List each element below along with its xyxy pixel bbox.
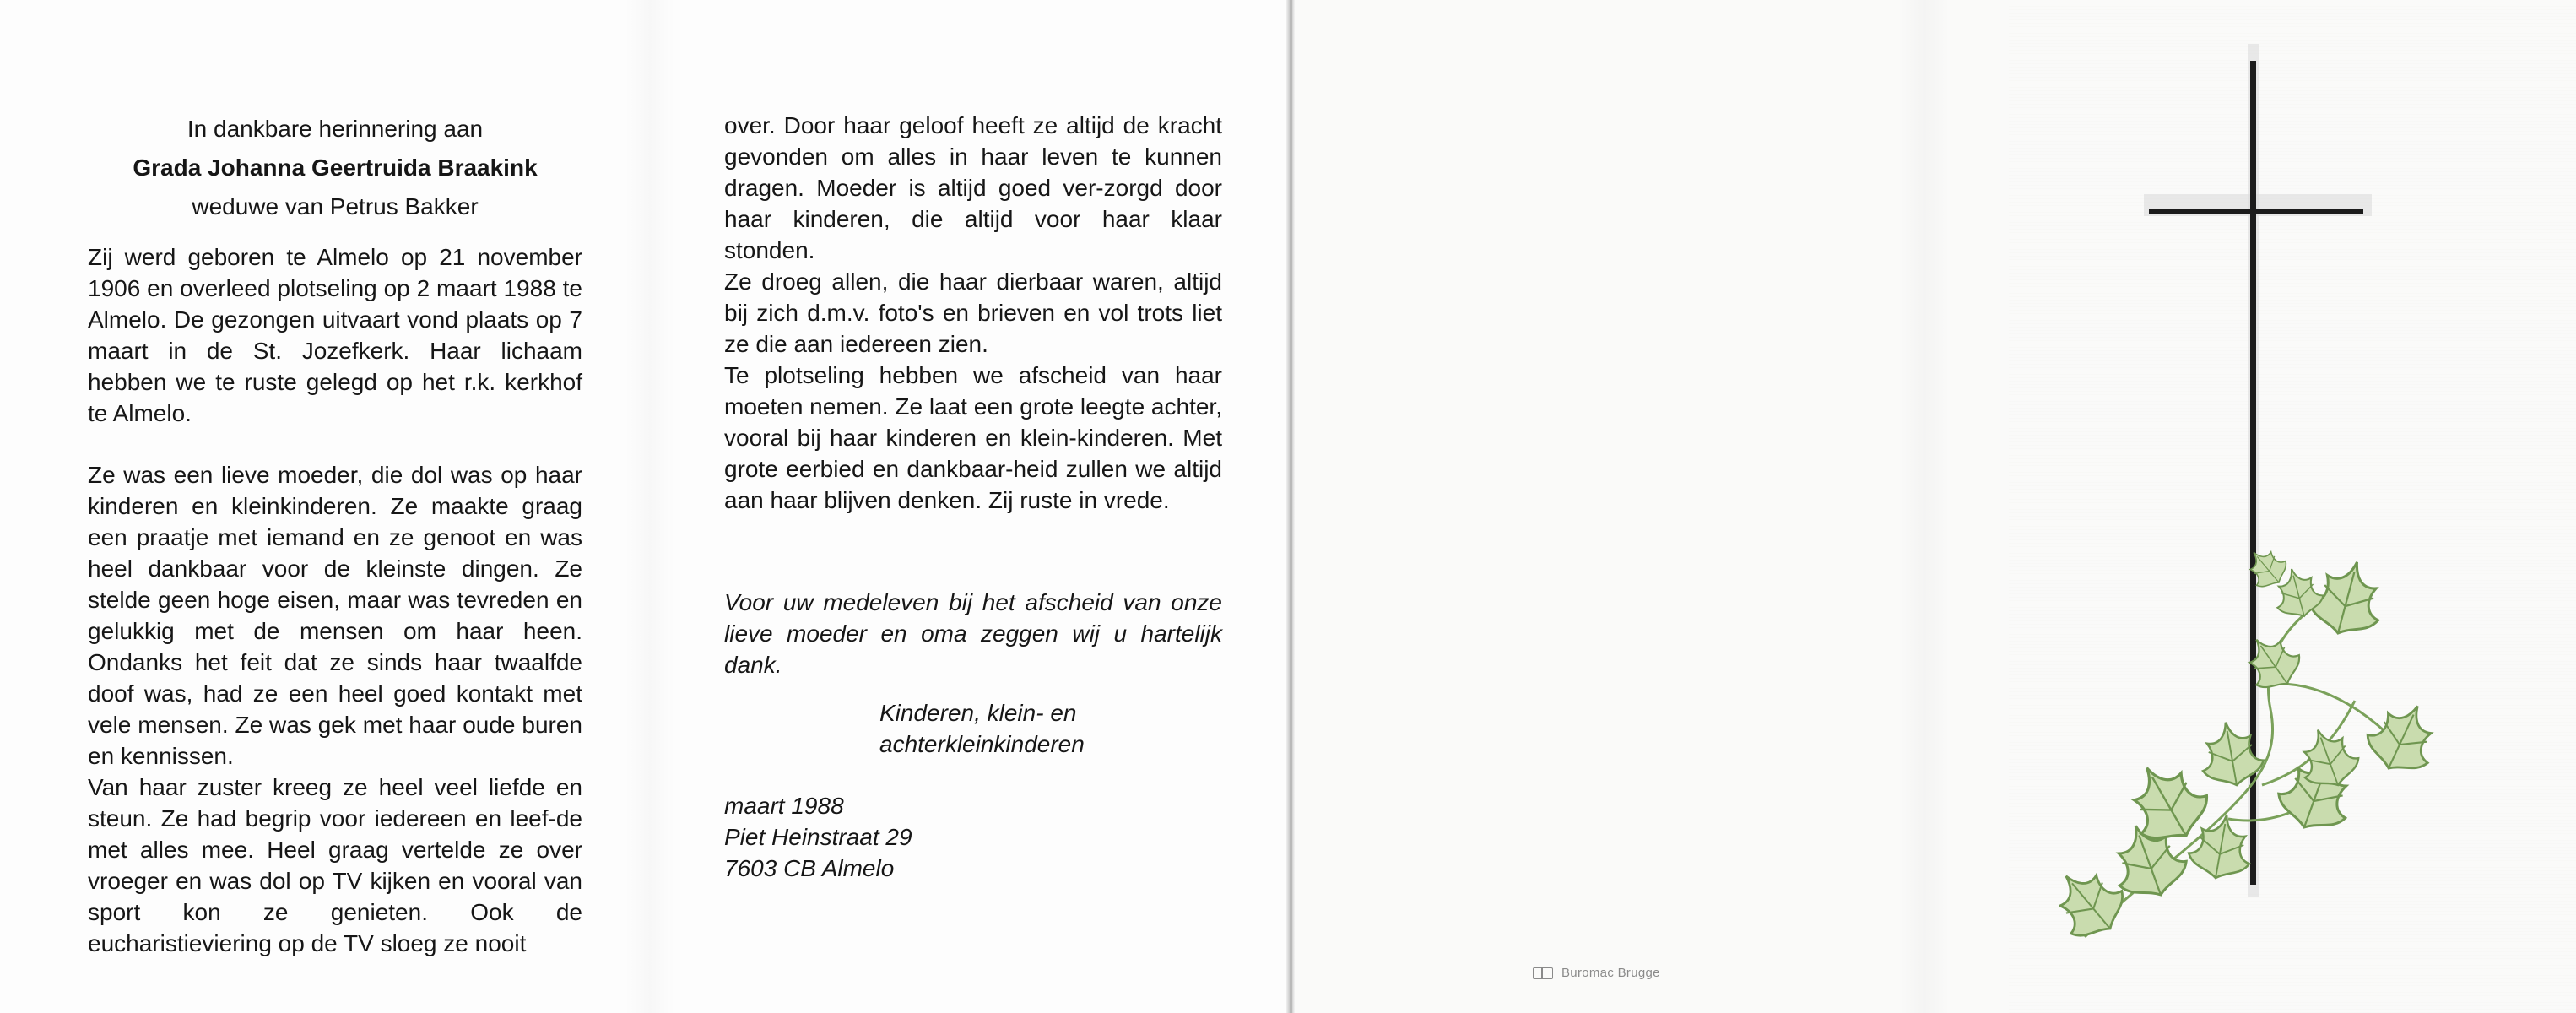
outer-fold (1899, 0, 1950, 1013)
cross-horizontal-beam (2149, 209, 2363, 214)
printer-name: Buromac Brugge (1561, 966, 1660, 980)
memorial-text-column-2 (724, 110, 1222, 884)
thanks-message: Voor uw medeleven bij het afscheid van onze lieve moeder en oma zeggen wij u hartelijk dank. (724, 589, 1222, 678)
page-gutter (1286, 0, 1295, 1013)
farewell-paragraph: Te plotseling hebben we afscheid van haar moeten nemen. Ze laat een grote leegte achter, vooral bij haar kinderen en klein-kinderen. Met grote eerbied en dankbaar-heid zullen we altijd aan haar blijven denken. Zij ruste in vrede. (724, 362, 1222, 513)
biography-paragraph: Zij werd geboren te Almelo op 21 november 1906 en overleed plotseling op 2 maart 1988 te Almelo. De gezongen uitvaart vond plaats op 7 maart in de St. Jozefkerk. Haar lichaam hebben we te ruste gelegd op het r.k. kerkhof te Almelo. (88, 244, 582, 426)
ivy-leaf (2358, 692, 2447, 783)
closing-date: maart 1988 (724, 793, 844, 819)
ivy-leaf (2235, 625, 2308, 699)
photos-paragraph: Ze droeg allen, die haar dierbaar waren, altijd bij zich d.m.v. foto's en brieven en vol trots liet ze die aan iedereen zien. (724, 268, 1222, 357)
character-paragraph: Ze was een lieve moeder, die dol was op haar kinderen en kleinkinderen. Ze maakte graag een praatje met iemand en ze genoot en was heel dankbaar voor de kleinste dingen. Ze stelde geen hoge eisen, maar was tevreden en gelukkig met de mensen om haar heen. Ondanks het feit dat ze sinds haar twaalfde doof was, had ze een heel goed kontakt met vele mensen. Ze was gek met haar oude buren en kennissen. (88, 462, 582, 769)
signature-line-1: Kinderen, klein- en (879, 700, 1077, 726)
inner-fold (625, 0, 675, 1013)
intro-heading: In dankbare herinnering aan (187, 116, 484, 142)
deceased-name: Grada Johanna Geertruida Braakink (133, 154, 538, 181)
address-street: Piet Heinstraat 29 (724, 824, 912, 850)
faith-paragraph: over. Door haar geloof heeft ze altijd de kracht gevonden om alles in haar leven te kunnen dragen. Moeder is altijd goed ver-zorgd door haar kinderen, die altijd voor haar klaar stonden. (724, 112, 1222, 263)
address-city: 7603 CB Almelo (724, 855, 895, 881)
memorial-text-column-1 (88, 110, 582, 959)
intro-subheading: weduwe van Petrus Bakker (192, 193, 479, 219)
signature-line-2: achterkleinkinderen (879, 731, 1085, 757)
printer-logo-icon (1533, 967, 1553, 979)
cross-with-ivy-icon (2059, 42, 2465, 988)
family-paragraph: Van haar zuster kreeg ze heel veel liefde en steun. Ze had begrip voor iedereen en leef-de met alles mee. Heel graag vertelde ze over vroeger en was dol op TV kijken en vooral van sport kon ze genieten. Ook de eucharistieviering op de TV sloeg ze nooit (88, 774, 582, 956)
printer-mark (1533, 966, 1660, 980)
